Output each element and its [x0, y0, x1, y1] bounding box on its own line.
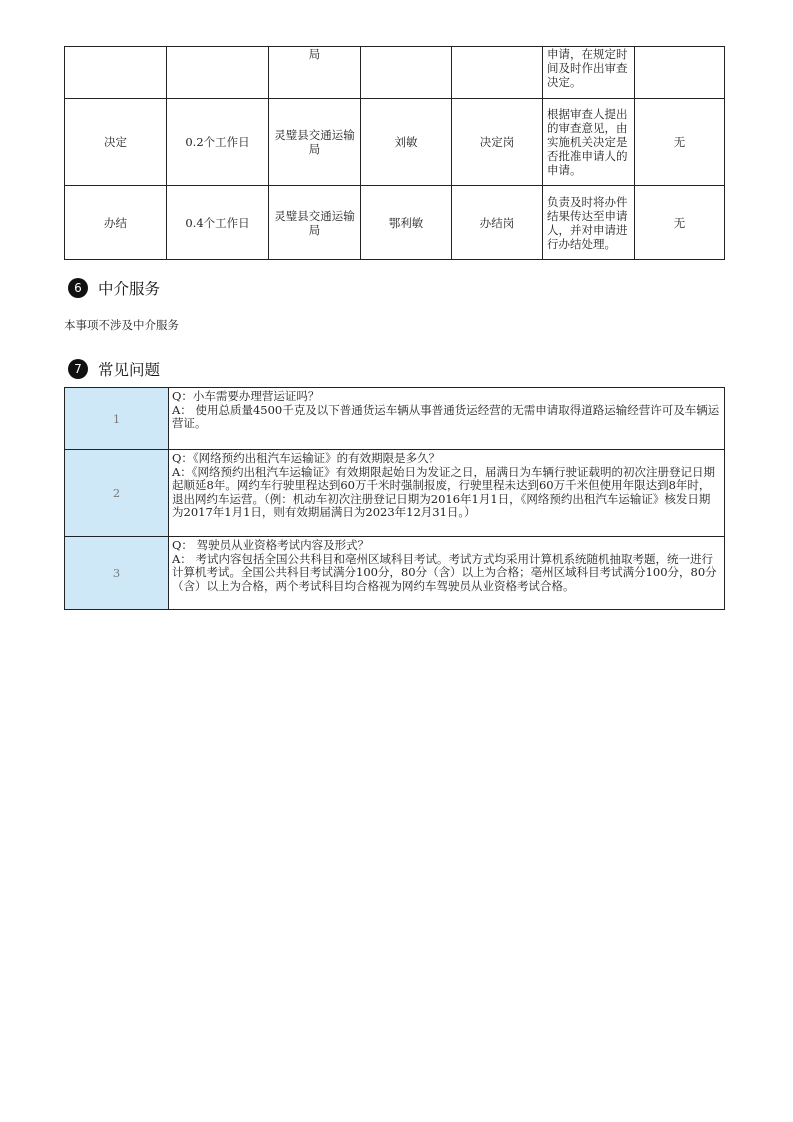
org-cell: 局: [269, 47, 361, 99]
step-cell: [65, 47, 167, 99]
process-row: [65, 47, 725, 99]
desc-cell: 根据审查人提出的审查意见，由实施机关决定是否批准申请人的申请。: [543, 99, 635, 186]
faq-row: [65, 388, 725, 450]
post-cell: 决定岗: [452, 99, 543, 186]
intermediary-heading: [68, 277, 160, 299]
org-cell: 灵璧县交通运输局: [269, 99, 361, 186]
time-cell: 0.4个工作日: [167, 186, 269, 260]
faq-number: 2: [65, 450, 169, 537]
desc-cell: 负责及时将办件结果传达至申请人，并对申请进行办结处理。: [543, 186, 635, 260]
faq-row: [65, 450, 725, 537]
desc-cell: 申请，在规定时间及时作出审查决定。: [543, 47, 635, 99]
faq-answer-cell: [169, 537, 725, 610]
person-cell: [361, 47, 452, 99]
step-cell: 决定: [65, 99, 167, 186]
time-cell: [167, 47, 269, 99]
faq-question: Q： 驾驶员从业资格考试内容及形式？: [172, 538, 370, 552]
process-table: [64, 46, 725, 260]
faq-heading: [68, 358, 160, 380]
process-row: [65, 99, 725, 186]
faq-table: [64, 387, 725, 610]
fee-cell: 无: [635, 186, 725, 260]
section-number-badge: 7: [68, 359, 88, 379]
faq-number: 3: [65, 537, 169, 610]
faq-row: [65, 537, 725, 610]
post-cell: 办结岗: [452, 186, 543, 260]
section-title: 常见问题: [98, 361, 161, 379]
fee-cell: 无: [635, 99, 725, 186]
section-title: 中介服务: [98, 280, 161, 298]
faq-answer-cell: [169, 388, 725, 450]
time-cell: 0.2个工作日: [167, 99, 269, 186]
person-cell: 刘敏: [361, 99, 452, 186]
faq-answer: A：《网络预约出租汽车运输证》有效期限起始日为发证之日，届满日为车辆行驶证载明的初次注册登记日期起顺延8年。网约车行驶里程达到60万千米时强制报废，行驶里程未达到60万千米但使用年限达到8年时，退出网约车运营。（例：机动车初次注册登记日期为2016年1月1日，《网络预约出租汽车运输证》核发日期为2017年1月1日，则有效期届满日为2023年12月31日。）: [172, 464, 716, 519]
fee-cell: [635, 47, 725, 99]
faq-answer-cell: [169, 450, 725, 537]
faq-answer: A： 考试内容包括全国公共科目和亳州区域科目考试。考试方式均采用计算机系统随机抽取考题，统一进行计算机考试。全国公共科目考试满分100分，80分（含）以上为合格；亳州区域科目考试满分100分，80分（含）以上为合格，两个考试科目均合格视为网约车驾驶员从业资格考试合格。: [172, 551, 717, 593]
post-cell: [452, 47, 543, 99]
process-row: [65, 186, 725, 260]
person-cell: 鄂利敏: [361, 186, 452, 260]
faq-answer: A： 使用总质量4500千克及以下普通货运车辆从事普通货运经营的无需申请取得道路运输经营许可及车辆运营证。: [172, 402, 720, 430]
section-number-badge: 6: [68, 278, 88, 298]
intermediary-text: 本事项不涉及中介服务: [64, 318, 179, 332]
faq-question: Q：《网络预约出租汽车运输证》的有效期限是多久？: [172, 451, 441, 465]
org-cell: 灵璧县交通运输局: [269, 186, 361, 260]
faq-question: Q：小车需要办理营运证吗？: [172, 389, 320, 403]
faq-number: 1: [65, 388, 169, 450]
step-cell: 办结: [65, 186, 167, 260]
